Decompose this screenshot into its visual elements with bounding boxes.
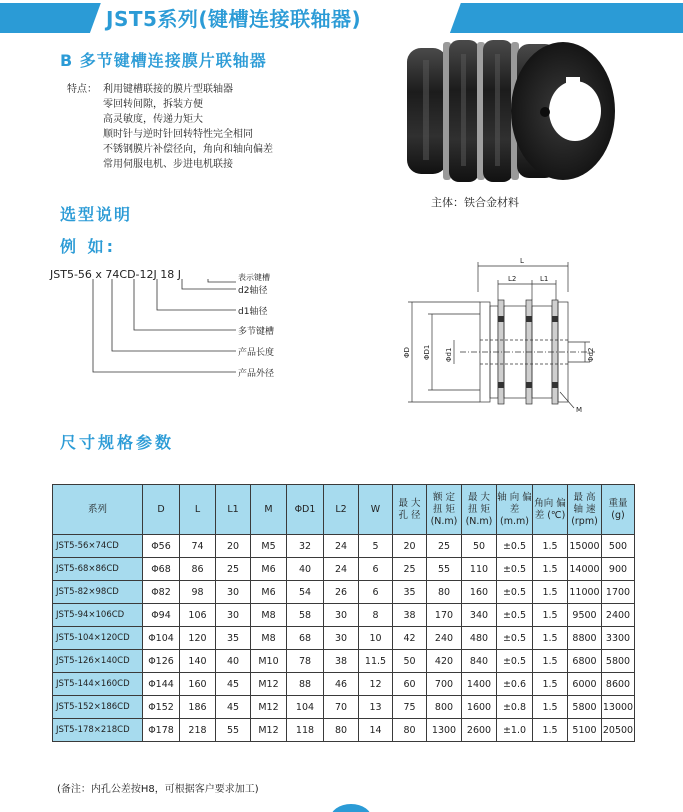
table-cell: 1.5 bbox=[533, 719, 568, 742]
table-cell: 30 bbox=[216, 581, 251, 604]
table-cell: 45 bbox=[216, 673, 251, 696]
table-cell: 80 bbox=[427, 581, 462, 604]
table-cell: 25 bbox=[393, 558, 427, 581]
table-cell: 1.5 bbox=[533, 673, 568, 696]
series-cell: JST5-68×86CD bbox=[53, 558, 143, 581]
table-cell: M10 bbox=[251, 650, 287, 673]
table-cell: 1300 bbox=[427, 719, 462, 742]
series-cell: JST5-144×160CD bbox=[53, 673, 143, 696]
table-row bbox=[53, 719, 635, 742]
table-cell: 2400 bbox=[602, 604, 635, 627]
col-header: L bbox=[180, 485, 216, 535]
table-cell: M6 bbox=[251, 581, 287, 604]
table-cell: 1600 bbox=[462, 696, 497, 719]
table-row bbox=[53, 627, 635, 650]
col-header: 最 大 扭 矩 (N.m) bbox=[462, 485, 497, 535]
col-header: 额 定 扭 矩 (N.m) bbox=[427, 485, 462, 535]
table-cell: 120 bbox=[180, 627, 216, 650]
table-cell: 1.5 bbox=[533, 581, 568, 604]
table-cell: Φ178 bbox=[143, 719, 180, 742]
table-row bbox=[53, 673, 635, 696]
product-subtitle: B 多节键槽连接膜片联轴器 bbox=[60, 51, 267, 70]
selection-title: 选型说明 bbox=[60, 205, 133, 224]
table-cell: 46 bbox=[324, 673, 359, 696]
table-cell: 6800 bbox=[568, 650, 602, 673]
table-row bbox=[53, 604, 635, 627]
table-cell: 1.5 bbox=[533, 604, 568, 627]
leader-line bbox=[134, 279, 236, 330]
feature-text: 零回转间隙，拆装方便 bbox=[103, 99, 203, 110]
table-cell: 40 bbox=[287, 558, 324, 581]
table-cell: 35 bbox=[393, 581, 427, 604]
col-header: 最 高 轴 速 (rpm) bbox=[568, 485, 602, 535]
table-cell: 20 bbox=[216, 535, 251, 558]
table-cell: 13000 bbox=[602, 696, 635, 719]
table-row bbox=[53, 581, 635, 604]
table-cell: Φ144 bbox=[143, 673, 180, 696]
table-cell: 1.5 bbox=[533, 535, 568, 558]
leader-line bbox=[182, 279, 236, 289]
table-cell: 6000 bbox=[568, 673, 602, 696]
table-cell: 15000 bbox=[568, 535, 602, 558]
table-cell: M12 bbox=[251, 673, 287, 696]
table-cell: ±0.5 bbox=[497, 627, 533, 650]
table-cell: 75 bbox=[393, 696, 427, 719]
leader-line bbox=[93, 279, 236, 372]
table-cell: 218 bbox=[180, 719, 216, 742]
footnote: (备注：内孔公差按H8，可根据客户要求加工) bbox=[57, 784, 259, 795]
table-cell: 25 bbox=[216, 558, 251, 581]
table-cell: 55 bbox=[427, 558, 462, 581]
col-header: M bbox=[251, 485, 287, 535]
table-cell: 24 bbox=[324, 558, 359, 581]
table-cell: Φ152 bbox=[143, 696, 180, 719]
leader-line bbox=[208, 279, 236, 282]
table-cell: 14 bbox=[359, 719, 393, 742]
dim-M: M bbox=[576, 406, 583, 414]
table-cell: 1.5 bbox=[533, 558, 568, 581]
table-cell: 14000 bbox=[568, 558, 602, 581]
table-cell: 480 bbox=[462, 627, 497, 650]
dimension-drawing bbox=[400, 252, 620, 417]
leader-label-outer-diameter: 产品外径 bbox=[238, 369, 275, 379]
table-cell: 8 bbox=[359, 604, 393, 627]
table-cell: 20 bbox=[393, 535, 427, 558]
table-cell: 55 bbox=[216, 719, 251, 742]
table-cell: 700 bbox=[427, 673, 462, 696]
table-cell: ±0.5 bbox=[497, 604, 533, 627]
table-cell: 35 bbox=[216, 627, 251, 650]
table-cell: 840 bbox=[462, 650, 497, 673]
leader-line bbox=[157, 279, 236, 310]
table-cell: 1400 bbox=[462, 673, 497, 696]
table-cell: 32 bbox=[287, 535, 324, 558]
table-cell: 54 bbox=[287, 581, 324, 604]
table-cell: 42 bbox=[393, 627, 427, 650]
col-header: 角向 偏差 (℃) bbox=[533, 485, 568, 535]
col-header: W bbox=[359, 485, 393, 535]
table-cell: Φ94 bbox=[143, 604, 180, 627]
feature-text: 利用键槽联接的膜片型联轴器 bbox=[103, 84, 233, 95]
table-row bbox=[53, 558, 635, 581]
table-cell: Φ82 bbox=[143, 581, 180, 604]
dim-D: ΦD bbox=[403, 347, 411, 358]
dim-d2: Φd2 bbox=[587, 347, 595, 362]
example-label: 例 如: bbox=[60, 237, 116, 256]
table-cell: ±0.5 bbox=[497, 581, 533, 604]
table-cell: M12 bbox=[251, 719, 287, 742]
table-cell: 1.5 bbox=[533, 650, 568, 673]
table-cell: M6 bbox=[251, 558, 287, 581]
table-header-row bbox=[53, 485, 635, 535]
table-cell: 78 bbox=[287, 650, 324, 673]
table-cell: M5 bbox=[251, 535, 287, 558]
table-cell: 50 bbox=[462, 535, 497, 558]
table-cell: 8600 bbox=[602, 673, 635, 696]
leader-label-multi-keyway: 多节键槽 bbox=[238, 327, 275, 337]
table-cell: 2600 bbox=[462, 719, 497, 742]
series-cell: JST5-178×218CD bbox=[53, 719, 143, 742]
table-cell: M8 bbox=[251, 604, 287, 627]
table-cell: 160 bbox=[180, 673, 216, 696]
material-caption: 主体：铁合金材料 bbox=[431, 196, 519, 209]
table-cell: 5800 bbox=[568, 696, 602, 719]
table-cell: M12 bbox=[251, 696, 287, 719]
feature-text: 不锈钢膜片补偿径向，角向和轴向偏差 bbox=[103, 144, 273, 155]
table-cell: 1700 bbox=[602, 581, 635, 604]
table-cell: 38 bbox=[324, 650, 359, 673]
model-code: JST5-56 x 74CD-12J 18 J bbox=[50, 268, 182, 281]
table-cell: 12 bbox=[359, 673, 393, 696]
table-cell: 13 bbox=[359, 696, 393, 719]
table-cell: ±0.5 bbox=[497, 650, 533, 673]
table-cell: 1.5 bbox=[533, 627, 568, 650]
series-cell: JST5-152×186CD bbox=[53, 696, 143, 719]
table-cell: 10 bbox=[359, 627, 393, 650]
feature-text: 高灵敏度，传递力矩大 bbox=[103, 114, 203, 125]
dim-L: L bbox=[520, 257, 524, 265]
table-cell: 26 bbox=[324, 581, 359, 604]
series-cell: JST5-56×74CD bbox=[53, 535, 143, 558]
table-cell: ±0.6 bbox=[497, 673, 533, 696]
table-cell: 86 bbox=[180, 558, 216, 581]
specs-title: 尺寸规格参数 bbox=[60, 433, 175, 452]
table-cell: 24 bbox=[324, 535, 359, 558]
table-cell: 6 bbox=[359, 581, 393, 604]
leader-line bbox=[112, 279, 236, 351]
table-cell: 5 bbox=[359, 535, 393, 558]
leader-label-d1: d1轴径 bbox=[238, 307, 268, 317]
table-cell: 80 bbox=[393, 719, 427, 742]
table-cell: 30 bbox=[324, 604, 359, 627]
table-cell: 186 bbox=[180, 696, 216, 719]
features-label: 特点： bbox=[67, 84, 97, 95]
table-cell: 30 bbox=[216, 604, 251, 627]
table-cell: 45 bbox=[216, 696, 251, 719]
table-cell: 900 bbox=[602, 558, 635, 581]
table-cell: 106 bbox=[180, 604, 216, 627]
table-cell: Φ56 bbox=[143, 535, 180, 558]
table-cell: 340 bbox=[462, 604, 497, 627]
table-cell: 170 bbox=[427, 604, 462, 627]
table-cell: 140 bbox=[180, 650, 216, 673]
dim-d1: Φd1 bbox=[445, 347, 453, 362]
table-cell: 1.5 bbox=[533, 696, 568, 719]
dim-L1: L1 bbox=[540, 275, 549, 283]
table-cell: 38 bbox=[393, 604, 427, 627]
col-header: 系列 bbox=[53, 485, 143, 535]
table-cell: 50 bbox=[393, 650, 427, 673]
table-cell: ±1.0 bbox=[497, 719, 533, 742]
table-cell: 104 bbox=[287, 696, 324, 719]
table-cell: 118 bbox=[287, 719, 324, 742]
leader-label-d2: d2轴径 bbox=[238, 286, 268, 296]
table-cell: 3300 bbox=[602, 627, 635, 650]
table-cell: 6 bbox=[359, 558, 393, 581]
spec-table bbox=[52, 484, 635, 742]
table-cell: 240 bbox=[427, 627, 462, 650]
table-cell: 110 bbox=[462, 558, 497, 581]
col-header: D bbox=[143, 485, 180, 535]
col-header: 重量 (g) bbox=[602, 485, 635, 535]
table-cell: 8800 bbox=[568, 627, 602, 650]
table-cell: 11000 bbox=[568, 581, 602, 604]
table-cell: 88 bbox=[287, 673, 324, 696]
leader-label-keyway: 表示键槽 bbox=[238, 273, 270, 282]
feature-text: 顺时针与逆时针回转特性完全相同 bbox=[103, 129, 253, 140]
dim-L2: L2 bbox=[508, 275, 517, 283]
table-cell: ±0.5 bbox=[497, 535, 533, 558]
table-cell: 74 bbox=[180, 535, 216, 558]
col-header: 最 大 孔 径 bbox=[393, 485, 427, 535]
decorative-circle bbox=[330, 804, 372, 812]
leader-label-length: 产品长度 bbox=[238, 348, 275, 358]
table-cell: 500 bbox=[602, 535, 635, 558]
table-cell: ±0.5 bbox=[497, 558, 533, 581]
table-row bbox=[53, 535, 635, 558]
dim-D1: ΦD1 bbox=[423, 344, 431, 360]
table-cell: 9500 bbox=[568, 604, 602, 627]
series-cell: JST5-82×98CD bbox=[53, 581, 143, 604]
table-cell: Φ68 bbox=[143, 558, 180, 581]
feature-text: 常用伺服电机、步进电机联接 bbox=[103, 159, 233, 170]
table-cell: 80 bbox=[324, 719, 359, 742]
table-cell: 58 bbox=[287, 604, 324, 627]
series-cell: JST5-104×120CD bbox=[53, 627, 143, 650]
table-cell: Φ104 bbox=[143, 627, 180, 650]
table-cell: 800 bbox=[427, 696, 462, 719]
table-cell: M8 bbox=[251, 627, 287, 650]
col-header: L1 bbox=[216, 485, 251, 535]
table-cell: 68 bbox=[287, 627, 324, 650]
table-cell: 98 bbox=[180, 581, 216, 604]
table-row bbox=[53, 696, 635, 719]
col-header: ΦD1 bbox=[287, 485, 324, 535]
table-cell: 25 bbox=[427, 535, 462, 558]
table-cell: 5100 bbox=[568, 719, 602, 742]
spec-table-body bbox=[53, 535, 635, 742]
table-cell: 40 bbox=[216, 650, 251, 673]
col-header: L2 bbox=[324, 485, 359, 535]
table-cell: 160 bbox=[462, 581, 497, 604]
table-cell: 20500 bbox=[602, 719, 635, 742]
table-cell: 11.5 bbox=[359, 650, 393, 673]
table-cell: 60 bbox=[393, 673, 427, 696]
table-cell: Φ126 bbox=[143, 650, 180, 673]
table-cell: 70 bbox=[324, 696, 359, 719]
table-cell: 30 bbox=[324, 627, 359, 650]
table-row bbox=[53, 650, 635, 673]
series-cell: JST5-94×106CD bbox=[53, 604, 143, 627]
page-title: JST5系列(键槽连接联轴器) bbox=[106, 7, 362, 31]
table-cell: ±0.8 bbox=[497, 696, 533, 719]
col-header: 轴 向 偏 差 (m.m) bbox=[497, 485, 533, 535]
table-cell: 420 bbox=[427, 650, 462, 673]
series-cell: JST5-126×140CD bbox=[53, 650, 143, 673]
table-cell: 5800 bbox=[602, 650, 635, 673]
